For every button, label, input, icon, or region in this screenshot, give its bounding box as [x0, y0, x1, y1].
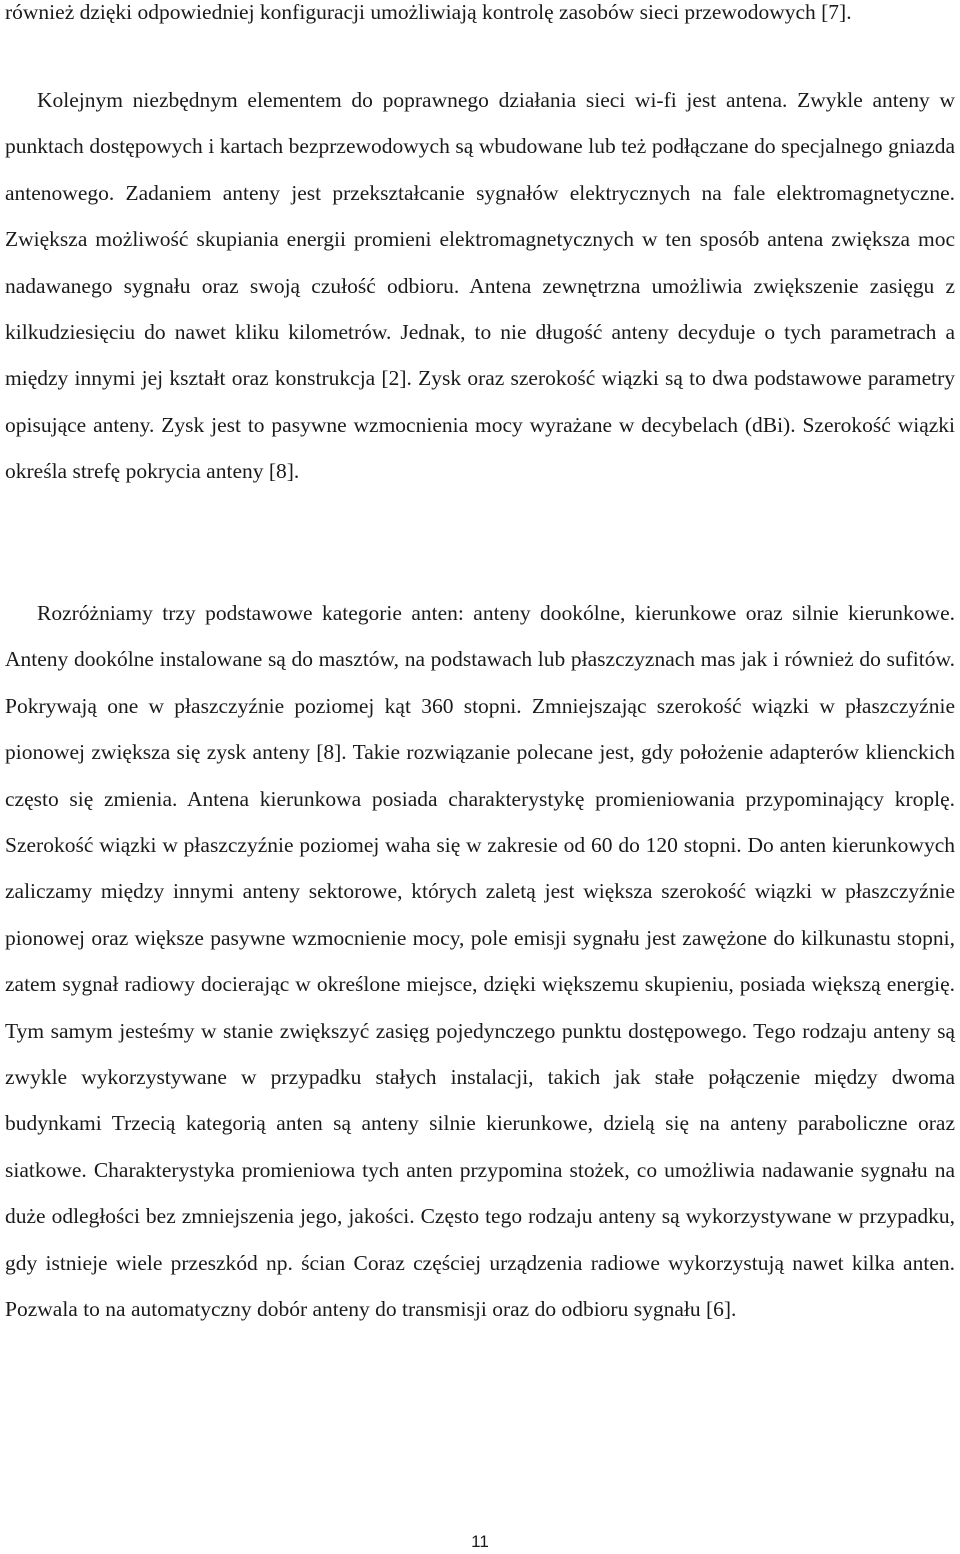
paragraph-text: również dzięki odpowiedniej konfiguracji umożliwiają kontrolę zasobów sieci przewodowych [7].	[5, 0, 852, 24]
page-number: 11	[471, 1532, 489, 1551]
paragraph-antenna-categories	[5, 590, 955, 1333]
paragraph-text: Rozróżniamy trzy podstawowe kategorie anten: anteny dookólne, kierunkowe oraz silnie kierunkowe. Anteny dookólne instalowane są do masztów, na podstawach lub płaszczyznach mas jak i również do sufitów. Pokrywają one w płaszczyźnie poziomej kąt 360 stopni. Zmniejszając szerokość wiązki w płaszczyźnie pionowej zwiększa się zysk anteny [8]. Takie rozwiązanie polecane jest, gdy położenie adapterów klienckich często się zmienia. Antena kierunkowa posiada charakterystykę promieniowania przypominający kroplę. Szerokość wiązki w płaszczyźnie poziomej waha się w zakresie od 60 do 120 stopni. Do anten kierunkowych zaliczamy między innymi anteny sektorowe, których zaletą jest większa szerokość wiązki w płaszczyźnie pionowej oraz większe pasywne wzmocnienie mocy, pole emisji sygnału jest zawężone do kilkunastu stopni, zatem sygnał radiowy docierając w określone miejsce, dzięki większemu skupieniu, posiada większą energię. Tym samym jesteśmy w stanie zwiększyć zasięg pojedynczego punktu dostępowego. Tego rodzaju anteny są zwykle wykorzystywane w przypadku stałych instalacji, takich jak stałe połączenie między dwoma budynkami Trzecią kategorią anten są anteny silnie kierunkowe, dzielą się na anteny paraboliczne oraz siatkowe. Charakterystyka promieniowa tych anten przypomina stożek, co umożliwia nadawanie sygnału na duże odległości bez zmniejszenia jego, jakości. Często tego rodzaju anteny są wykorzystywane w przypadku, gdy istnieje wiele przeszkód np. ścian Coraz częściej urządzenia radiowe wykorzystują nawet kilka anten. Pozwala to na automatyczny dobór anteny do transmisji oraz do odbioru sygnału [6].	[5, 601, 955, 1322]
paragraph-antenna-intro	[5, 77, 955, 495]
paragraph-text: Kolejnym niezbędnym elementem do poprawnego działania sieci wi-fi jest antena. Zwykle anteny w punktach dostępowych i kartach bezprzewodowych są wbudowane lub też podłączane do specjalnego gniazda antenowego. Zadaniem anteny jest przekształcanie sygnałów elektrycznych na fale elektromagnetyczne. Zwiększa możliwość skupiania energii promieni elektromagnetycznych w ten sposób antena zwiększa moc nadawanego sygnału oraz swoją czułość odbioru. Antena zewnętrzna umożliwia zwiększenie zasięgu z kilkudziesięciu do nawet kliku kilometrów. Jednak, to nie długość anteny decyduje o tych parametrach a między innymi jej kształt oraz konstrukcja [2]. Zysk oraz szerokość wiązki są to dwa podstawowe parametry opisujące anteny. Zysk jest to pasywne wzmocnienia mocy wyrażane w decybelach (dBi). Szerokość wiązki określa strefę pokrycia anteny [8].	[5, 88, 955, 484]
paragraph-continuation	[5, 0, 955, 35]
